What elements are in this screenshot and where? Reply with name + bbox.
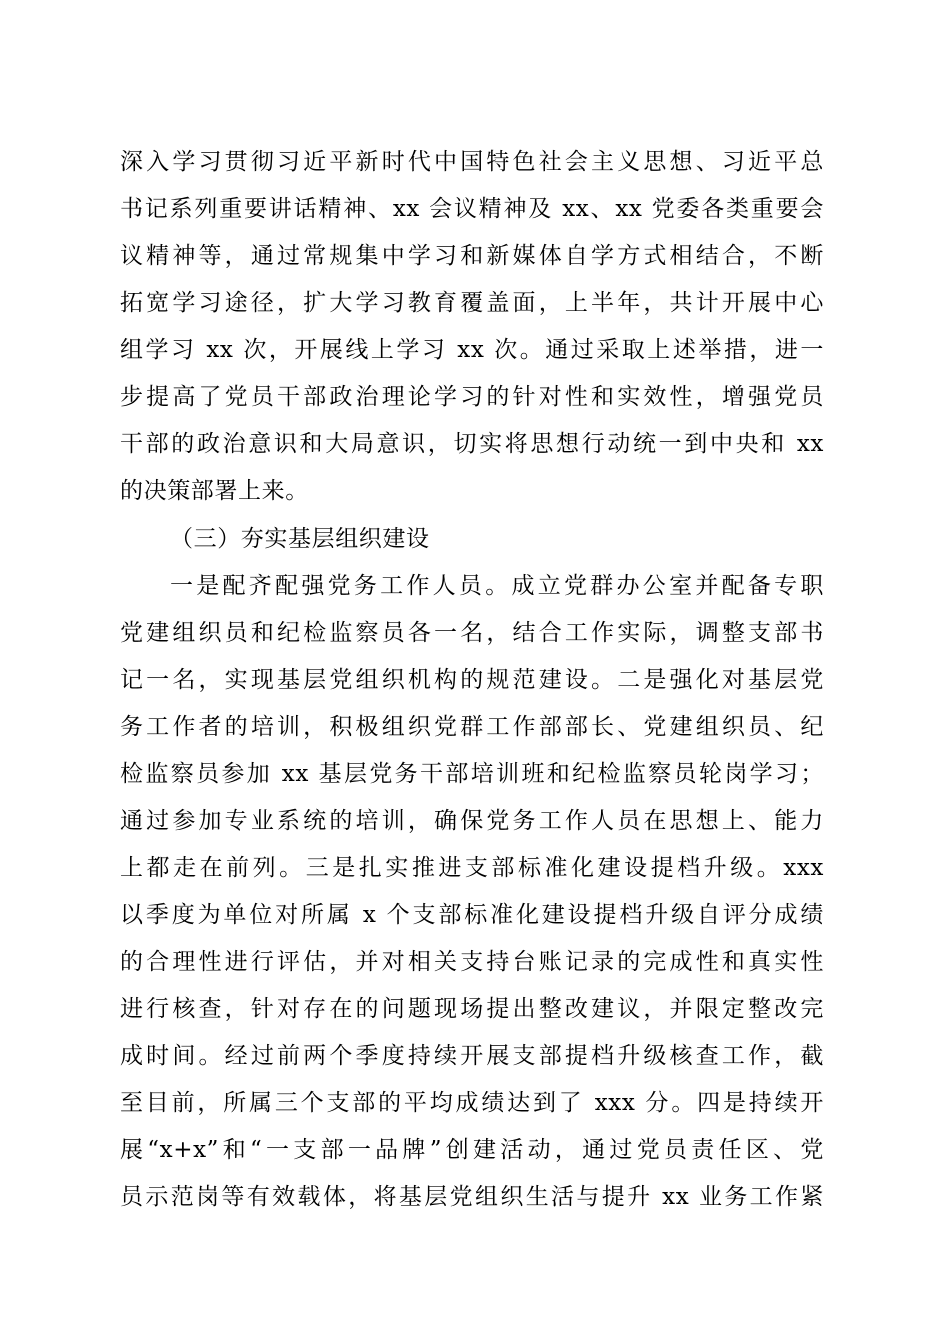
paragraph-line: 的合理性进行评估，并对相关支持台账记录的完成性和真实性 (120, 949, 824, 975)
paragraph-line: 议精神等，通过常规集中学习和新媒体自学方式相结合，不断 (120, 243, 824, 269)
paragraph-line: 以季度为单位对所属 x 个支部标准化建设提档升级自评分成绩 (120, 902, 824, 928)
paragraph-line: 上都走在前列。三是扎实推进支部标准化建设提档升级。xxx (120, 855, 824, 881)
paragraph-line: 成时间。经过前两个季度持续开展支部提档升级核查工作，截 (120, 1043, 824, 1069)
paragraph-line: 步提高了党员干部政治理论学习的针对性和实效性，增强党员 (120, 384, 824, 410)
paragraph-line: 拓宽学习途径，扩大学习教育覆盖面，上半年，共计开展中心 (120, 290, 824, 316)
paragraph-line: 组学习 xx 次，开展线上学习 xx 次。通过采取上述举措，进一 (120, 337, 824, 363)
paragraph-line: 的决策部署上来。 (120, 478, 309, 504)
paragraph-line: 务工作者的培训，积极组织党群工作部部长、党建组织员、纪 (120, 714, 824, 740)
paragraph-line: 通过参加专业系统的培训，确保党务工作人员在思想上、能力 (120, 808, 824, 834)
paragraph-line: 记一名，实现基层党组织机构的规范建设。二是强化对基层党 (120, 667, 824, 693)
paragraph-line: 深入学习贯彻习近平新时代中国特色社会主义思想、习近平总 (120, 149, 824, 175)
paragraph-line: 进行核查，针对存在的问题现场提出整改建议，并限定整改完 (120, 996, 824, 1022)
paragraph-line: 干部的政治意识和大局意识，切实将思想行动统一到中央和 xx (120, 431, 824, 457)
paragraph-line: 检监察员参加 xx 基层党务干部培训班和纪检监察员轮岗学习； (120, 761, 824, 787)
paragraph-line: 至目前，所属三个支部的平均成绩达到了 xxx 分。四是持续开 (120, 1090, 824, 1116)
paragraph-line: 一是配齐配强党务工作人员。成立党群办公室并配备专职 (170, 573, 824, 599)
paragraph-line: 展“x+x”和“一支部一品牌”创建活动，通过党员责任区、党 (120, 1137, 824, 1163)
paragraph-line: 党建组织员和纪检监察员各一名，结合工作实际，调整支部书 (120, 620, 824, 646)
paragraph-line: 书记系列重要讲话精神、xx 会议精神及 xx、xx 党委各类重要会 (120, 196, 824, 222)
section-heading: （三）夯实基层组织建设 (170, 526, 430, 552)
paragraph-line: 员示范岗等有效载体，将基层党组织生活与提升 xx 业务工作紧 (120, 1184, 824, 1210)
